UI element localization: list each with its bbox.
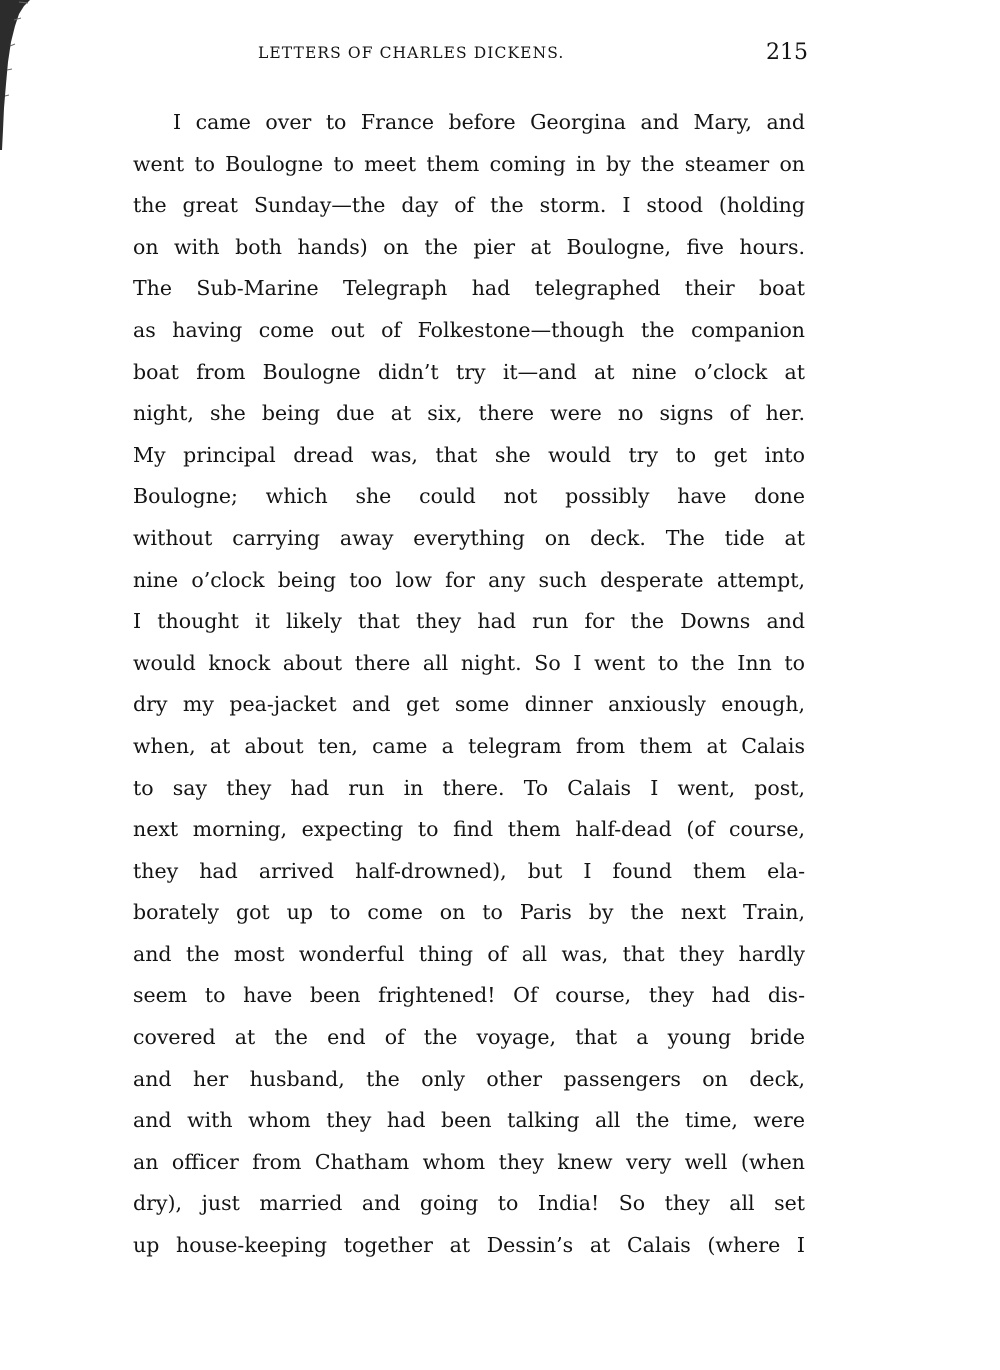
text-line: seem to have been frightened! Of course, they had dis- — [133, 983, 805, 1008]
text-line: and the most wonderful thing of all was, that they hardly — [133, 941, 805, 966]
text-line: would knock about there all night. So I went to the Inn to — [133, 650, 805, 675]
text-line: an officer from Chatham whom they knew very well (when — [133, 1149, 805, 1174]
text-line: dry), just married and going to India! So they all set — [133, 1191, 805, 1216]
text-line: covered at the end of the voyage, that a young bride — [133, 1025, 805, 1050]
scan-edge-shadow — [0, 0, 34, 150]
running-title: LETTERS OF CHARLES DICKENS. — [258, 44, 565, 62]
text-line: when, at about ten, came a telegram from them at Calais — [133, 733, 805, 758]
text-line: I thought it likely that they had run for the Downs and — [133, 609, 805, 634]
text-line: I came over to France before Georgina and Mary, and — [173, 110, 805, 134]
text-line: up house-keeping together at Dessin’s at Calais (where I — [133, 1233, 805, 1258]
text-line: to say they had run in there. To Calais I went, post, — [133, 775, 805, 800]
text-line: went to Boulogne to meet them coming in by the steamer on — [133, 151, 805, 176]
text-line: and her husband, the only other passengers on deck, — [133, 1066, 805, 1091]
text-line: next morning, expecting to find them half-dead (of course, — [133, 817, 805, 842]
text-line: without carrying away everything on deck. The tide at — [133, 525, 805, 550]
letter-body-text — [133, 102, 805, 1267]
text-line: the great Sunday—the day of the storm. I stood (holding — [133, 193, 805, 218]
text-line: nine o’clock being too low for any such desperate attempt, — [133, 567, 805, 592]
text-line: Boulogne; which she could not possibly have done — [133, 484, 805, 509]
page-number: 215 — [766, 40, 808, 65]
text-line: dry my pea-jacket and get some dinner anxiously enough, — [133, 692, 805, 717]
text-line: they had arrived half-drowned), but I found them ela- — [133, 858, 805, 883]
text-line: on with both hands) on the pier at Boulogne, five hours. — [133, 234, 805, 259]
text-line: boat from Boulogne didn’t try it—and at nine o’clock at — [133, 359, 805, 384]
scan-edge-graphic — [0, 0, 34, 150]
text-line: as having come out of Folkestone—though the companion — [133, 317, 805, 342]
text-line: and with whom they had been talking all the time, were — [133, 1108, 805, 1133]
text-line: The Sub-Marine Telegraph had telegraphed their boat — [133, 276, 805, 301]
running-head — [258, 40, 808, 70]
text-line: borately got up to come on to Paris by the next Train, — [133, 900, 805, 925]
text-line: My principal dread was, that she would try to get into — [133, 442, 805, 467]
text-line: night, she being due at six, there were no signs of her. — [133, 401, 805, 426]
